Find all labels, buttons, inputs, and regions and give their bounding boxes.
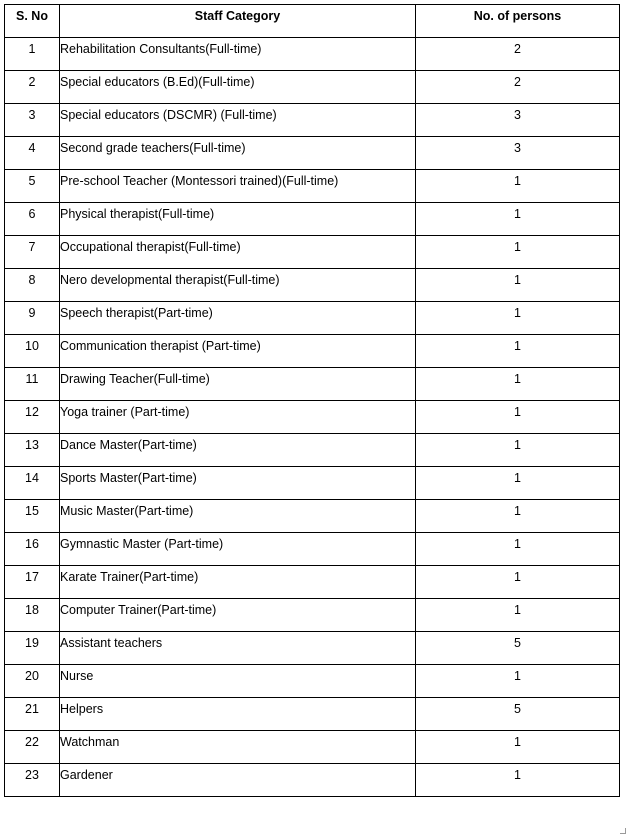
cell-sno: 1 — [5, 38, 60, 71]
table-header-row — [5, 5, 620, 38]
table-row — [5, 500, 620, 533]
cell-no-of-persons: 1 — [416, 566, 620, 599]
cell-staff-category: Communication therapist (Part-time) — [60, 335, 416, 368]
table-row — [5, 764, 620, 797]
cell-no-of-persons: 1 — [416, 203, 620, 236]
table-row — [5, 731, 620, 764]
table-row — [5, 401, 620, 434]
cell-sno: 6 — [5, 203, 60, 236]
cell-sno: 14 — [5, 467, 60, 500]
table-row — [5, 698, 620, 731]
table-row — [5, 203, 620, 236]
cell-staff-category: Drawing Teacher(Full-time) — [60, 368, 416, 401]
cell-sno: 20 — [5, 665, 60, 698]
table-row — [5, 566, 620, 599]
cell-staff-category: Speech therapist(Part-time) — [60, 302, 416, 335]
cell-staff-category: Physical therapist(Full-time) — [60, 203, 416, 236]
table-row — [5, 599, 620, 632]
table-row — [5, 467, 620, 500]
table-row — [5, 236, 620, 269]
cell-sno: 17 — [5, 566, 60, 599]
cell-no-of-persons: 1 — [416, 764, 620, 797]
cell-staff-category: Special educators (B.Ed)(Full-time) — [60, 71, 416, 104]
cell-staff-category: Second grade teachers(Full-time) — [60, 137, 416, 170]
cell-staff-category: Music Master(Part-time) — [60, 500, 416, 533]
table-row — [5, 533, 620, 566]
header-no-of-persons: No. of persons — [416, 5, 620, 38]
cell-sno: 16 — [5, 533, 60, 566]
cell-no-of-persons: 1 — [416, 731, 620, 764]
cell-no-of-persons: 1 — [416, 599, 620, 632]
cell-staff-category: Rehabilitation Consultants(Full-time) — [60, 38, 416, 71]
table-row — [5, 170, 620, 203]
cell-sno: 21 — [5, 698, 60, 731]
cell-staff-category: Karate Trainer(Part-time) — [60, 566, 416, 599]
cell-staff-category: Watchman — [60, 731, 416, 764]
cell-no-of-persons: 3 — [416, 104, 620, 137]
cell-sno: 12 — [5, 401, 60, 434]
table-row — [5, 137, 620, 170]
cell-sno: 5 — [5, 170, 60, 203]
corner-mark — [620, 828, 626, 834]
cell-staff-category: Occupational therapist(Full-time) — [60, 236, 416, 269]
cell-no-of-persons: 5 — [416, 632, 620, 665]
cell-no-of-persons: 1 — [416, 269, 620, 302]
table-row — [5, 71, 620, 104]
table-row — [5, 665, 620, 698]
table-row — [5, 38, 620, 71]
table-body — [5, 38, 620, 797]
cell-no-of-persons: 1 — [416, 500, 620, 533]
cell-no-of-persons: 1 — [416, 236, 620, 269]
cell-no-of-persons: 1 — [416, 467, 620, 500]
cell-no-of-persons: 1 — [416, 401, 620, 434]
table-row — [5, 434, 620, 467]
cell-sno: 18 — [5, 599, 60, 632]
cell-staff-category: Assistant teachers — [60, 632, 416, 665]
cell-no-of-persons: 2 — [416, 71, 620, 104]
cell-no-of-persons: 1 — [416, 335, 620, 368]
cell-sno: 10 — [5, 335, 60, 368]
cell-no-of-persons: 2 — [416, 38, 620, 71]
cell-sno: 3 — [5, 104, 60, 137]
table-row — [5, 335, 620, 368]
cell-sno: 11 — [5, 368, 60, 401]
cell-sno: 8 — [5, 269, 60, 302]
cell-sno: 7 — [5, 236, 60, 269]
header-sno: S. No — [5, 5, 60, 38]
cell-no-of-persons: 1 — [416, 170, 620, 203]
cell-no-of-persons: 1 — [416, 533, 620, 566]
cell-staff-category: Dance Master(Part-time) — [60, 434, 416, 467]
cell-staff-category: Yoga trainer (Part-time) — [60, 401, 416, 434]
table-row — [5, 104, 620, 137]
cell-staff-category: Helpers — [60, 698, 416, 731]
cell-no-of-persons: 1 — [416, 302, 620, 335]
cell-staff-category: Pre-school Teacher (Montessori trained)(Full-time) — [60, 170, 416, 203]
cell-sno: 9 — [5, 302, 60, 335]
header-staff-category: Staff Category — [60, 5, 416, 38]
cell-staff-category: Sports Master(Part-time) — [60, 467, 416, 500]
cell-sno: 4 — [5, 137, 60, 170]
staff-table — [4, 4, 620, 797]
cell-no-of-persons: 5 — [416, 698, 620, 731]
cell-no-of-persons: 1 — [416, 368, 620, 401]
cell-staff-category: Special educators (DSCMR) (Full-time) — [60, 104, 416, 137]
cell-sno: 22 — [5, 731, 60, 764]
cell-sno: 2 — [5, 71, 60, 104]
cell-staff-category: Gymnastic Master (Part-time) — [60, 533, 416, 566]
table-row — [5, 269, 620, 302]
cell-staff-category: Gardener — [60, 764, 416, 797]
table-row — [5, 368, 620, 401]
cell-sno: 13 — [5, 434, 60, 467]
cell-sno: 19 — [5, 632, 60, 665]
table-row — [5, 632, 620, 665]
cell-staff-category: Nurse — [60, 665, 416, 698]
cell-sno: 23 — [5, 764, 60, 797]
cell-no-of-persons: 1 — [416, 434, 620, 467]
cell-staff-category: Computer Trainer(Part-time) — [60, 599, 416, 632]
cell-sno: 15 — [5, 500, 60, 533]
cell-no-of-persons: 3 — [416, 137, 620, 170]
cell-staff-category: Nero developmental therapist(Full-time) — [60, 269, 416, 302]
table-row — [5, 302, 620, 335]
cell-no-of-persons: 1 — [416, 665, 620, 698]
